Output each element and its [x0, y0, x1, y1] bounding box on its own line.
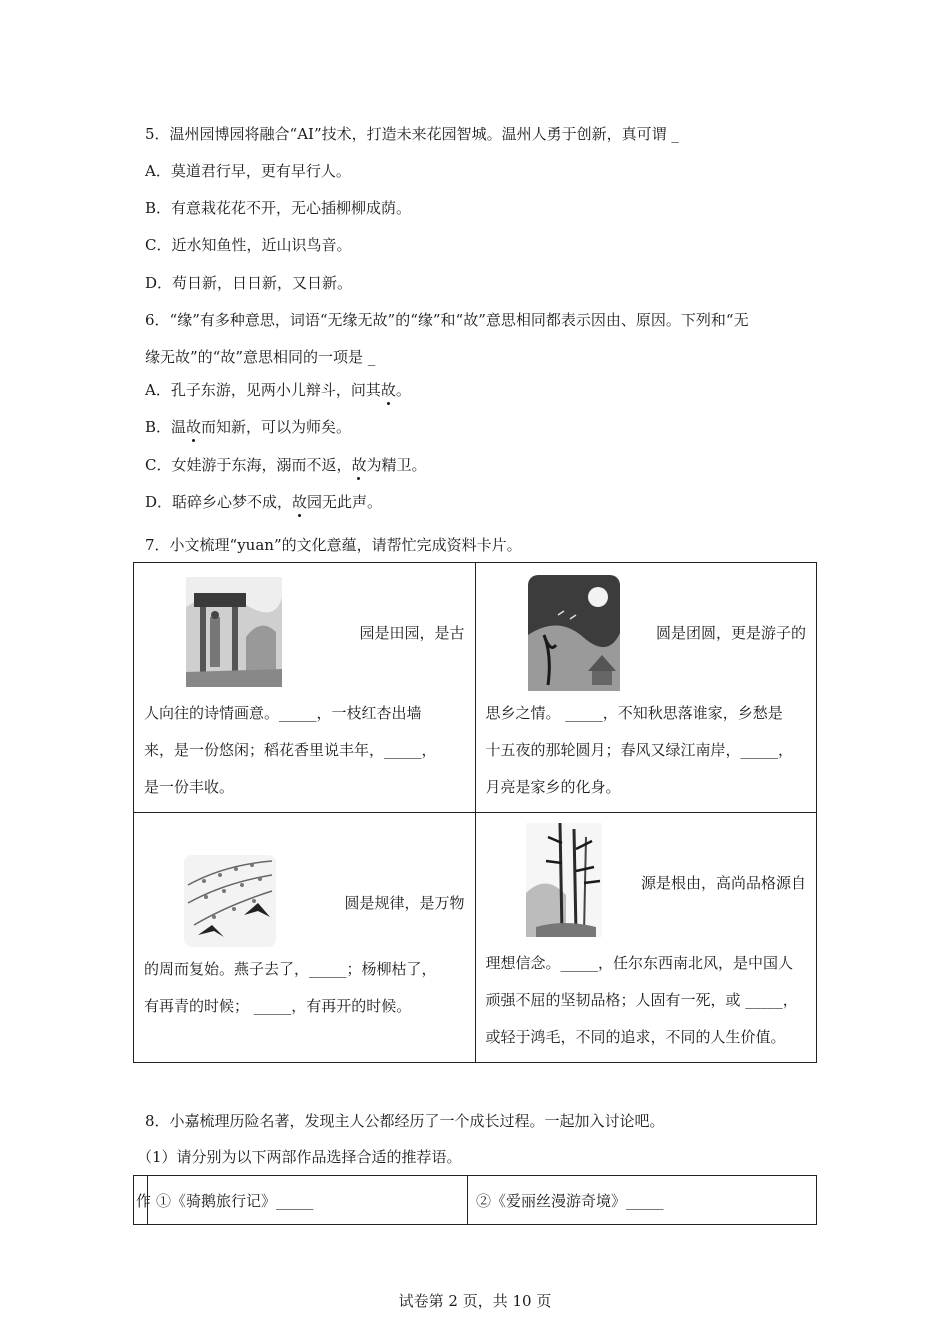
q6-option-d: D．聒碎乡心梦不成，故园无此声。 [145, 493, 383, 511]
card-reunion-body: 思乡之情。 _____，不知秋思落谁家，乡愁是 十五夜的那轮圆月；春风又绿江南岸，_____， 月亮是家乡的化身。 [485, 704, 794, 796]
q5-stem: 5．温州园博园将融合“AI”技术，打造未来花园智城。温州人勇于创新，真可谓 _ [145, 125, 679, 143]
emphasis-char: 故 [292, 493, 308, 511]
card-cycle [134, 813, 476, 1063]
card-source-body: 理想信念。_____，任尔东西南北风，是中国人 顽强不屈的坚韧品格；人固有一死，或 _____， 或轻于鸿毛，不同的追求，不同的人生价值。 [485, 954, 798, 1046]
rec-cell-nils: ①《骑鹅旅行记》_____ [148, 1176, 468, 1225]
swallow-willow-painting [184, 855, 276, 947]
moon-landscape-painting [528, 575, 620, 691]
info-card-table [133, 562, 817, 1063]
card-garden-body: 人向往的诗情画意。_____，一枝红杏出墙 来，是一份悠闲；稻花香里说丰年，_____， 是一份丰收。 [144, 704, 437, 796]
garden-gate-painting [186, 577, 282, 687]
q6-stem-line1: 6．“缘”有多种意思，词语“无缘无故”的“缘”和“故”意思相同都表示因由、原因。下列和“无 [145, 311, 749, 329]
card-garden-lead: 园是田园，是古 [359, 624, 465, 642]
card-reunion [475, 563, 817, 813]
bamboo-painting [526, 823, 602, 937]
q5-option-a: A．莫道君行早，更有早行人。 [145, 162, 351, 180]
card-garden [134, 563, 476, 813]
q6-option-b: B．温故而知新，可以为师矣。 [145, 418, 352, 436]
q5-option-d: D．苟日新，日日新，又日新。 [145, 274, 353, 292]
card-source [475, 813, 817, 1063]
emphasis-char: 故 [186, 418, 202, 436]
recommendation-table [133, 1175, 817, 1225]
card-cycle-body: 的周而复始。燕子去了，_____；杨柳枯了， 有再青的时候； _____，有再开的时候。 [144, 960, 437, 1015]
rec-cell-alice: ②《爱丽丝漫游奇境》_____ [468, 1176, 817, 1225]
q6-stem-line2: 缘无故”的“故”意思相同的一项是 _ [145, 348, 376, 366]
page-footer: 试卷第 2 页，共 10 页 [398, 1292, 552, 1310]
q6-option-a: A．孔子东游，见两小儿辩斗，问其故。 [145, 381, 411, 399]
card-source-lead: 源是根由，高尚品格源自 [640, 874, 806, 892]
card-cycle-lead: 圆是规律，是万物 [344, 894, 465, 912]
q8-stem: 8．小嘉梳理历险名著，发现主人公都经历了一个成长过程。一起加入讨论吧。 [145, 1112, 665, 1130]
rec-table-header-cell: 作 [134, 1176, 148, 1225]
q5-option-c: C．近水知鱼性，近山识鸟音。 [145, 236, 352, 254]
q7-stem: 7．小文梳理“yuan”的文化意蕴，请帮忙完成资料卡片。 [145, 536, 522, 554]
emphasis-char: 故 [380, 381, 396, 399]
q5-option-b: B．有意栽花花不开，无心插柳柳成荫。 [145, 199, 412, 217]
q8-sub1: （1）请分别为以下两部作品选择合适的推荐语。 [137, 1148, 462, 1166]
q6-option-c: C．女娃游于东海，溺而不返，故为精卫。 [145, 456, 427, 474]
card-reunion-lead: 圆是团圆，更是游子的 [655, 624, 806, 642]
emphasis-char: 故 [351, 456, 367, 474]
